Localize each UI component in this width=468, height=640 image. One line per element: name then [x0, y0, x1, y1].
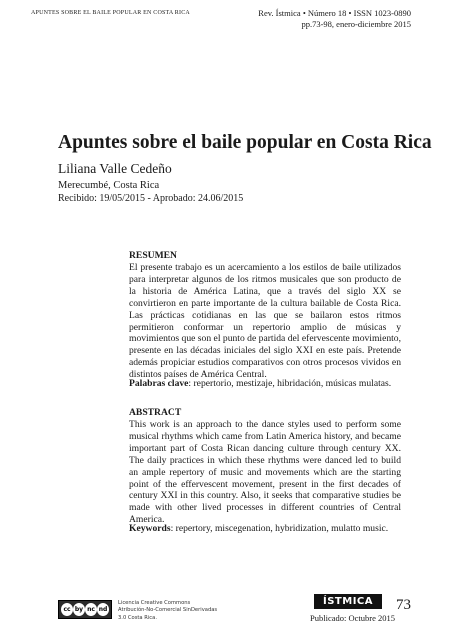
keywords [129, 523, 401, 535]
license-line: 3.0 Costa Rica. [118, 614, 157, 621]
author-name: Liliana Valle Cedeño [58, 161, 172, 176]
author-affiliation: Merecumbé, Costa Rica [58, 180, 160, 191]
received-approved-dates: Recibido: 19/05/2015 - Aprobado: 24.06/2015 [58, 193, 244, 204]
palabras-clave-list: : repertorio, mestizaje, hibridación, músicas mulatas. [188, 378, 392, 389]
palabras-clave-label: Palabras clave [129, 378, 189, 389]
keywords-label: Keywords [129, 523, 171, 534]
abstract-body: This work is an approach to the dance styles used to perform some musical rhythms which came from Latin America history, and became important part of Costa Rican dancing culture through century XX. The daily practices in which these rhythms were danced led to build an ample repertory of music and movements which are the starting point of the effervescent movement, present in the first decades of century XXI in this country. Also, it seeks that comparative studies be made with other lived processes in different countries of Central America. [129, 419, 401, 526]
page-number: 73 [396, 597, 411, 613]
keywords-list: : repertory, miscegenation, hybridization, mulatto music. [170, 523, 389, 534]
noncommercial-icon: nc [85, 603, 97, 616]
palabras-clave [129, 378, 401, 390]
abstract-heading: ABSTRACT [129, 407, 182, 418]
istmica-logo: ÍSTMICA [314, 594, 382, 609]
publication-date: Publicado: Octubre 2015 [310, 613, 395, 623]
license-text [118, 600, 217, 622]
noderivatives-icon: nd [97, 603, 109, 616]
journal-info [258, 8, 411, 30]
cc-icon: cc [61, 603, 73, 616]
running-head: APUNTES SOBRE EL BAILE POPULAR EN COSTA RICA [31, 10, 190, 16]
attribution-icon: by [73, 603, 85, 616]
journal-pages-line: pp.73-98, enero-diciembre 2015 [301, 19, 411, 29]
journal-issue-line: Rev. Ístmica • Número 18 • ISSN 1023-0890 [258, 8, 411, 18]
resumen-body: El presente trabajo es un acercamiento a los estilos de baile utilizados para interpretar algunos de los ritmos musicales que son producto de la historia de América Latina, que a través del siglo XX se convirtieron en parte importante de la cultura bailable de Costa Rica. Las prácticas cotidianas en las que se bailaron estos ritmos permitieron conformar un repertorio amplio de músicas y movimientos que son el punto de partida del efervescente movimiento, presente en las décadas iniciales del siglo XXI en este país. Pretende además propiciar estudios comparativos con otros procesos vividos en distintos países de América Central. [129, 262, 401, 381]
creative-commons-badge[interactable] [58, 600, 112, 619]
license-line: Licencia Creative Commons [118, 600, 191, 606]
article-title: Apuntes sobre el baile popular en Costa Rica [58, 132, 432, 153]
resumen-heading: RESUMEN [129, 250, 177, 261]
license-line: Atribución-No-Comercial SinDerivadas [118, 607, 218, 614]
